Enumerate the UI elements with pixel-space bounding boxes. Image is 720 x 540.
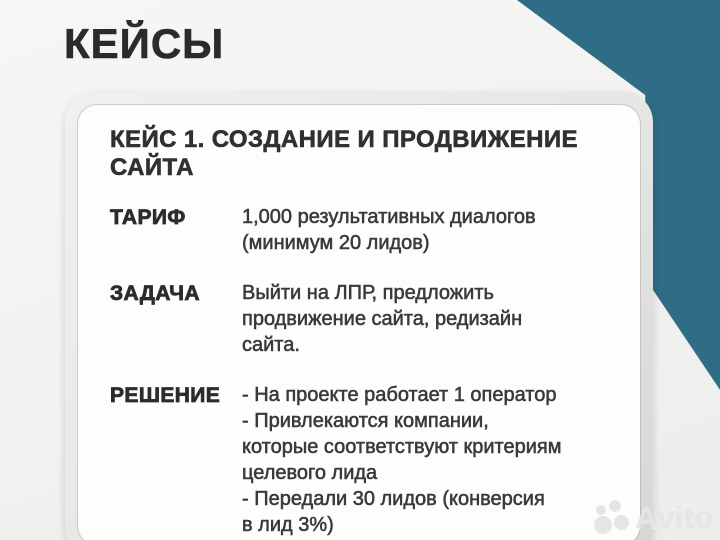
solution-line: в лид 3%) xyxy=(242,514,334,536)
case-heading-line-2: САЙТА xyxy=(110,154,194,181)
row-label-tariff: ТАРИФ xyxy=(110,206,186,229)
case-row-task xyxy=(110,280,616,358)
case-heading xyxy=(110,126,616,182)
case-card-inner xyxy=(78,105,640,540)
tariff-line: (минимум 20 лидов) xyxy=(242,232,430,254)
solution-line: которые соответствуют критериям xyxy=(242,436,562,458)
task-line: сайта. xyxy=(242,334,300,356)
solution-line: - На проекте работает 1 оператор xyxy=(242,384,557,406)
row-value-tariff xyxy=(242,204,536,256)
avito-watermark-text: Avito xyxy=(635,500,714,535)
solution-line: - Передали 30 лидов (конверсия xyxy=(242,488,545,510)
case-row-tariff xyxy=(110,204,616,256)
row-label-task: ЗАДАЧА xyxy=(110,282,200,305)
tariff-line: 1,000 результативных диалогов xyxy=(242,206,536,228)
row-value-solution xyxy=(242,382,561,538)
row-label-solution: РЕШЕНИЕ xyxy=(110,384,221,407)
case-card xyxy=(65,92,653,540)
case-heading-line-1: КЕЙС 1. СОЗДАНИЕ И ПРОДВИЖЕНИЕ xyxy=(110,126,578,153)
slide-title: КЕЙСЫ xyxy=(64,20,225,67)
task-line: Выйти на ЛПР, предложить xyxy=(242,282,494,304)
row-value-task xyxy=(242,280,522,358)
task-line: продвижение сайта, редизайн xyxy=(242,308,523,330)
case-row-solution xyxy=(110,382,616,538)
solution-line: целевого лида xyxy=(242,462,378,484)
solution-line: - Привлекаются компании, xyxy=(242,410,489,432)
